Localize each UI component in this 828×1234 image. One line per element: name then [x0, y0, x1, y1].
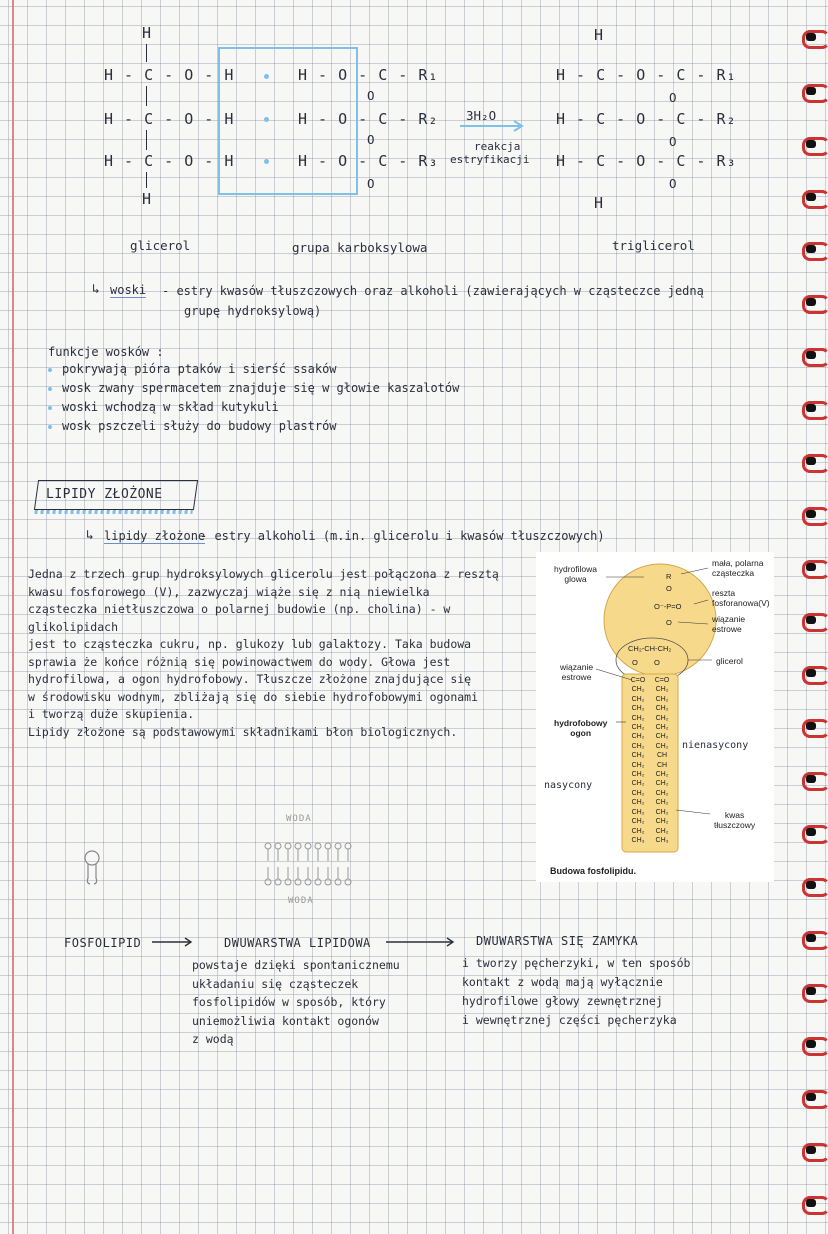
- chain-unit: CH₂: [631, 818, 645, 826]
- chain-unit: CH₃: [631, 836, 645, 844]
- section-title: LIPIDY ZŁOŻONE: [46, 487, 163, 502]
- chain-unit: CH: [656, 752, 668, 760]
- description-line: z wodą: [192, 1032, 234, 1046]
- paragraph-line: jest to cząsteczka cukru, np. glukozy lub galaktozy. Taka budowa: [28, 637, 472, 651]
- spiral-ring: [800, 770, 826, 788]
- chain-unit: CH₂: [631, 695, 645, 703]
- spiral-ring: [800, 505, 826, 523]
- waxes-definition-line: grupę hydroksylową): [184, 304, 322, 318]
- list-item: pokrywają pióra ptaków i sierść ssaków: [62, 362, 337, 376]
- phospholipid-figure: [536, 552, 774, 882]
- wax-functions-heading: funkcje wosków :: [48, 345, 164, 359]
- chain-unit: CH₂: [655, 695, 669, 703]
- chain-unit: CH₂: [631, 799, 645, 807]
- flow-step-phospholipid: FOSFOLIPID: [64, 936, 142, 950]
- lipid-bilayer-icon: [262, 840, 358, 888]
- description-line: uniemożliwia kontakt ogonów: [192, 1013, 379, 1028]
- plus-dot: [264, 117, 269, 122]
- chain-unit: CH₂: [655, 780, 669, 788]
- paragraph-line: w środowisku wodnym, zbliżają się do siebie hydrofobowymi ogonami: [28, 689, 479, 704]
- list-item: wosk zwany spermacetem znajduje się w głowie kaszalotów: [62, 381, 460, 395]
- bond-line: [146, 130, 147, 150]
- chain-unit: CH₂: [631, 733, 645, 741]
- spiral-ring: [800, 28, 826, 46]
- bond-line: [146, 172, 147, 188]
- bullet-icon: [48, 387, 52, 391]
- product-bottom-h: H: [594, 194, 605, 212]
- paragraph-line: i tworzą duże skupienia.: [28, 707, 195, 721]
- spiral-ring: [800, 346, 826, 364]
- acid-row: H - O - C - R₃: [298, 152, 439, 170]
- chain-unit: CH₂: [655, 733, 669, 741]
- label-unsaturated: nienasycony: [682, 740, 749, 751]
- list-item: woski wchodzą w skład kutykuli: [62, 400, 279, 414]
- explanation-paragraph: [28, 566, 538, 741]
- unsaturated-chain: [650, 676, 674, 845]
- label-glycerol-figure: glicerol: [716, 656, 743, 666]
- description-line: układaniu się cząsteczek: [192, 976, 359, 991]
- spiral-ring: [800, 664, 826, 682]
- description-line: i wewnętrznej części pęcherzyka: [462, 1013, 677, 1027]
- spiral-ring: [800, 611, 826, 629]
- molecule-glycerol-chain: CH₂-CH-CH₂: [628, 644, 672, 653]
- spiral-ring: [800, 135, 826, 153]
- paragraph-line: sprawia że końce różnią się powinowactwem do wody. Głowa jest: [28, 654, 451, 669]
- complex-lipids-definition-text: - estry alkoholi (m.in. glicerolu i kwasów tłuszczowych): [200, 529, 605, 543]
- chain-unit: C=O: [654, 677, 670, 684]
- label-carboxyl-group: grupa karboksylowa: [292, 240, 428, 255]
- description-line: i tworzy pęcherzyki, w ten sposób: [462, 956, 691, 970]
- label-small-polar-molecule: mała, polarna cząsteczka: [712, 558, 764, 578]
- chain-unit: CH₂: [655, 799, 669, 807]
- chain-unit: CH₂: [631, 761, 645, 769]
- product-double-bond-o: O: [669, 90, 677, 105]
- label-triglyceride: triglicerol: [612, 238, 695, 253]
- molecule-o: O: [666, 584, 672, 593]
- product-row: H - C - O - C - R₃: [556, 152, 737, 170]
- glycerol-row: H - C - O - H: [104, 66, 235, 84]
- chain-unit: CH₂: [655, 686, 669, 694]
- waxes-definition-line: - estry kwasów tłuszczowych oraz alkoholi (zawierających w cząsteczce jedną: [162, 284, 704, 298]
- chain-unit: CH₂: [631, 827, 645, 835]
- chain-unit: CH₂: [631, 724, 645, 732]
- reaction-arrow-bottom-label: estryfikacji: [450, 153, 530, 166]
- chain-unit: CH₂: [655, 724, 669, 732]
- spiral-ring: [800, 929, 826, 947]
- chain-unit: CH₂: [631, 771, 645, 779]
- spiral-ring: [800, 1141, 826, 1159]
- description-line: powstaje dzięki spontanicznemu: [192, 958, 400, 972]
- paragraph-line: hydrofilowa, a ogon hydrofobowy. Tłuszcze złożone znajdujące się: [28, 672, 472, 686]
- chain-unit: CH₂: [655, 818, 669, 826]
- chain-unit: CH₂: [631, 714, 645, 722]
- paragraph-line: Lipidy złożone są podstawowymi składnikami błon biologicznych.: [28, 724, 458, 739]
- acid-row: H - O - C - R₁: [298, 66, 439, 84]
- chain-unit: CH₂: [631, 686, 645, 694]
- spiral-ring: [800, 823, 826, 841]
- chain-unit: CH₂: [631, 752, 645, 760]
- arrow-icon: ↳: [92, 282, 100, 297]
- spiral-ring: [800, 293, 826, 311]
- acid-double-bond-o: O: [367, 132, 375, 147]
- chain-unit: CH₂: [631, 705, 645, 713]
- chain-unit: CH₂: [655, 714, 669, 722]
- saturated-chain: [626, 676, 650, 845]
- molecule-o: O: [632, 658, 638, 667]
- chain-unit: CH₂: [655, 827, 669, 835]
- chain-unit: CH₃: [655, 836, 669, 844]
- spiral-ring: [800, 240, 826, 258]
- glycerol-top-h: H: [142, 24, 153, 42]
- spiral-ring: [800, 717, 826, 735]
- paragraph-line: kwasu fosforowego (V), zazwyczaj wiąże się z nią niewielka: [28, 584, 430, 599]
- chain-unit: CH₂: [631, 742, 645, 750]
- acid-row: H - O - C - R₂: [298, 110, 439, 128]
- acid-double-bond-o: O: [367, 88, 375, 103]
- chain-unit: CH₂: [655, 705, 669, 713]
- plus-dot: [264, 74, 269, 79]
- spiral-ring: [800, 558, 826, 576]
- flow-step2-description: [192, 956, 400, 1049]
- label-glycerol: glicerol: [130, 238, 191, 253]
- paragraph-line: cząsteczka nietłuszczowa o polarnej budowie (np. cholina) - w glikolipidach: [28, 602, 451, 634]
- phospholipid-icon: [82, 848, 102, 888]
- bullet-icon: [48, 406, 52, 410]
- spiral-ring: [800, 399, 826, 417]
- bullet-icon: [48, 368, 52, 372]
- glycerol-row: H - C - O - H: [104, 110, 235, 128]
- spiral-ring: [800, 1194, 826, 1212]
- label-ester-bond-right: wiązanie estrowe: [712, 614, 746, 634]
- label-phosphate-residue: reszta fosforanowa(V): [712, 588, 770, 608]
- product-row: H - C - O - C - R₁: [556, 66, 737, 84]
- label-saturated: nasycony: [544, 780, 593, 791]
- molecule-r: R: [666, 572, 672, 581]
- description-line: hydrofilowe głowy zewnętrznej: [462, 994, 663, 1008]
- complex-lipids-term: lipidy złożone: [104, 529, 206, 543]
- figure-caption: Budowa fosfolipidu.: [550, 866, 636, 876]
- water-label-bottom: WODA: [288, 896, 314, 906]
- spiral-ring: [800, 876, 826, 894]
- reaction-arrow-top-label: 3H₂O: [466, 108, 497, 123]
- product-double-bond-o: O: [669, 134, 677, 149]
- chain-unit: CH₂: [655, 808, 669, 816]
- acid-double-bond-o: O: [367, 176, 375, 191]
- product-top-h: H: [594, 26, 605, 44]
- chain-unit: CH₂: [655, 771, 669, 779]
- spiral-ring: [800, 188, 826, 206]
- list-item: wosk pszczeli służy do budowy plastrów: [62, 419, 337, 433]
- reaction-arrow-bottom-label: reakcja: [474, 140, 521, 153]
- glycerol-row: H - C - O - H: [104, 152, 235, 170]
- flow-arrow-icon: [384, 936, 460, 948]
- molecule-phosphate: O⁻-P=O: [654, 602, 682, 611]
- chain-unit: CH₂: [631, 780, 645, 788]
- product-row: H - C - O - C - R₂: [556, 110, 737, 128]
- bullet-icon: [48, 425, 52, 429]
- chain-unit: CH₂: [655, 789, 669, 797]
- chain-unit: CH: [656, 761, 668, 769]
- spiral-ring: [800, 1035, 826, 1053]
- bond-line: [146, 86, 147, 106]
- reaction-arrow: [458, 120, 528, 132]
- spiral-ring: [800, 982, 826, 1000]
- description-line: kontakt z wodą mają wyłącznie: [462, 975, 663, 989]
- molecule-o: O: [654, 658, 660, 667]
- water-label-top: WODA: [286, 814, 312, 824]
- spiral-ring: [800, 1088, 826, 1106]
- bond-line: [146, 44, 147, 62]
- molecule-o: O: [666, 618, 672, 627]
- margin-line: [12, 0, 14, 1234]
- waxes-term: woski: [110, 283, 147, 297]
- flow-step-bilayer-closes: DWUWARSTWA SIĘ ZAMYKA: [476, 934, 639, 948]
- flow-step-lipid-bilayer: DWUWARSTWA LIPIDOWA: [224, 936, 371, 950]
- title-underline: [34, 510, 193, 514]
- flow-arrow-icon: [150, 936, 198, 948]
- label-hydrophilic-head: hydrofilowa glowa: [554, 564, 597, 584]
- description-line: fosfolipidów w sposób, który: [192, 995, 386, 1009]
- chain-unit: CH₂: [631, 808, 645, 816]
- product-double-bond-o: O: [669, 176, 677, 191]
- plus-dot: [264, 159, 269, 164]
- glycerol-bottom-h: H: [142, 190, 153, 208]
- flow-step3-description: [462, 954, 690, 1030]
- spiral-ring: [800, 452, 826, 470]
- arrow-icon: ↳: [86, 528, 94, 543]
- label-hydrophobic-tail: hydrofobowy ogon: [554, 718, 608, 738]
- label-ester-bond-left: wiązanie estrowe: [560, 662, 594, 682]
- label-fatty-acid: kwas tłuszczowy: [714, 810, 756, 830]
- paragraph-line: Jedna z trzech grup hydroksylowych glicerolu jest połączona z resztą: [28, 567, 499, 581]
- chain-unit: CH₂: [655, 742, 669, 750]
- chain-unit: C=O: [630, 677, 646, 684]
- spiral-ring: [800, 82, 826, 100]
- chain-unit: CH₂: [631, 789, 645, 797]
